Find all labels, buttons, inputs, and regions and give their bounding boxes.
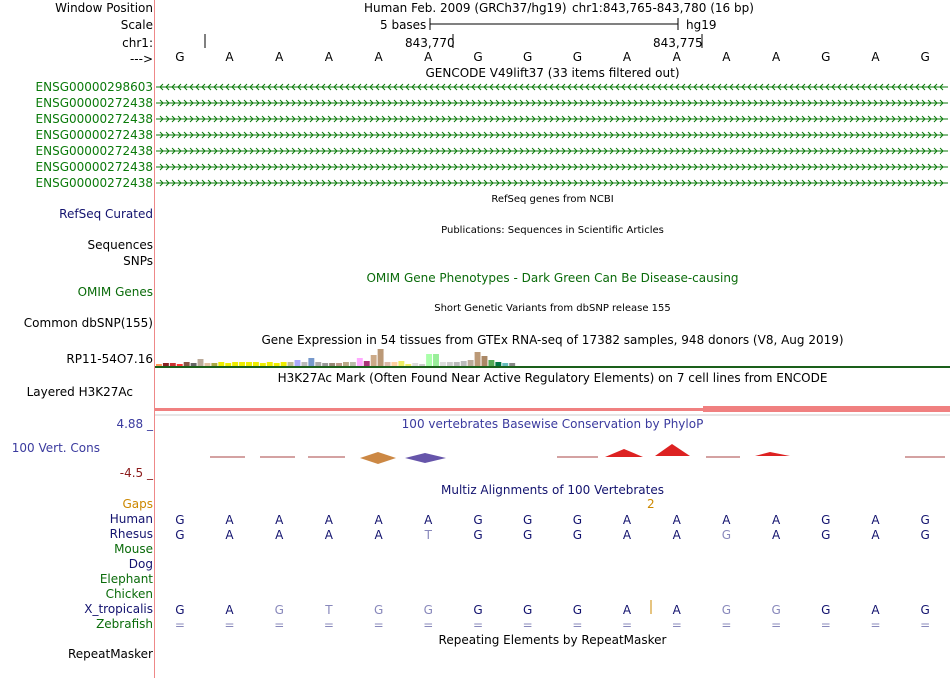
base-letter: G: [920, 50, 930, 64]
gtex-tissue-bar: [482, 356, 488, 366]
base-letter: A: [871, 50, 880, 64]
gtex-tissue-bar: [419, 364, 425, 366]
base-letter: A: [225, 50, 234, 64]
alignment-base: A: [225, 603, 234, 617]
gtex-tissue-bar: [308, 358, 314, 366]
base-letter: G: [473, 50, 483, 64]
gtex-tissue-bar: [204, 363, 210, 366]
gtex-tissue-bar: [246, 362, 252, 366]
alignment-base: A: [622, 528, 632, 542]
alignment-base: A: [672, 603, 681, 617]
phylop-logo-small-3: [755, 452, 790, 456]
alignment-base: A: [275, 528, 284, 542]
gencode-gene-label[interactable]: ENSG00000272438: [35, 128, 153, 142]
alignment-base: =: [671, 618, 682, 632]
alignment-base: G: [473, 603, 483, 617]
dbsnp-track-label[interactable]: Common dbSNP(155): [23, 316, 153, 330]
gtex-tissue-bar: [447, 362, 453, 366]
alignment-base: =: [274, 618, 285, 632]
chr-label: chr1:: [122, 36, 153, 50]
phylop-track-title: 100 vertebrates Basewise Conservation by PhyloP: [401, 417, 704, 431]
alignment-base: G: [473, 513, 483, 527]
alignment-base: A: [622, 513, 632, 527]
publications-label-snps[interactable]: SNPs: [123, 254, 153, 268]
gencode-gene-label[interactable]: ENSG00000272438: [35, 112, 153, 126]
alignment-base: G: [523, 603, 533, 617]
base-letter: A: [275, 50, 284, 64]
alignment-base: A: [871, 513, 880, 527]
scale-label: Scale: [120, 18, 153, 32]
gtex-tissue-bar: [301, 362, 307, 366]
alignment-base: A: [374, 528, 383, 542]
position-text: chr1:843,765-843,780 (16 bp): [572, 1, 754, 15]
gtex-tissue-bar: [211, 363, 217, 366]
gtex-tissue-bar: [461, 361, 467, 366]
gtex-tissue-bar: [322, 363, 328, 366]
base-letter: A: [722, 50, 731, 64]
h3k27ac-track-label[interactable]: Layered H3K27Ac: [26, 385, 133, 399]
base-letter: A: [374, 50, 383, 64]
gtex-tissue-bar: [253, 362, 259, 366]
alignment-base: A: [771, 513, 781, 527]
alignment-base: G: [175, 513, 185, 527]
repeatmasker-track-label[interactable]: RepeatMasker: [67, 647, 153, 661]
gtex-tissue-bar: [364, 361, 370, 366]
gtex-tissue-bar: [267, 362, 273, 366]
h3k27ac-signal-high: [703, 406, 950, 412]
species-label-chicken[interactable]: Chicken: [105, 587, 153, 601]
alignment-base: A: [424, 513, 433, 527]
gtex-tissue-bar: [378, 349, 384, 366]
gtex-tissue-bar: [343, 362, 349, 366]
repeatmasker-track-title: Repeating Elements by RepeatMasker: [438, 633, 667, 647]
gencode-gene-label[interactable]: ENSG00000272438: [35, 96, 153, 110]
gtex-tissue-bar: [184, 362, 190, 366]
species-label-human[interactable]: Human: [109, 512, 153, 526]
gencode-gene-label[interactable]: ENSG00000272438: [35, 160, 153, 174]
gtex-tissue-bar: [495, 362, 501, 366]
alignment-base: G: [771, 603, 781, 617]
alignment-base: G: [821, 603, 831, 617]
base-letter: A: [622, 50, 632, 64]
alignment-base: T: [325, 603, 333, 617]
refseq-track-title: RefSeq genes from NCBI: [491, 194, 614, 205]
position-tick-label-1: 843,770: [405, 36, 455, 50]
window-position-label: Window Position: [55, 1, 153, 15]
phylop-logo-a-1: [605, 449, 643, 457]
gtex-tissue-bar: [163, 363, 169, 366]
gtex-tissue-bar: [288, 362, 294, 366]
base-letter: G: [175, 50, 185, 64]
gaps-label: Gaps: [122, 497, 153, 511]
alignment-base: G: [721, 603, 732, 617]
alignment-base: G: [175, 603, 185, 617]
alignment-base: G: [821, 513, 831, 527]
alignment-base: G: [175, 528, 185, 542]
alignment-base: A: [225, 528, 234, 542]
alignment-base: =: [622, 618, 633, 632]
alignment-base: G: [920, 513, 930, 527]
alignment-base: A: [722, 513, 731, 527]
gtex-tissue-bar: [488, 360, 494, 366]
gtex-tissue-bar: [440, 362, 446, 366]
gap-count: 2: [647, 497, 655, 511]
alignment-base: A: [275, 513, 284, 527]
gtex-tissue-bar: [232, 362, 238, 366]
gtex-tissue-bar: [454, 362, 460, 366]
species-label-mouse[interactable]: Mouse: [114, 542, 153, 556]
alignment-base: =: [721, 618, 732, 632]
phylop-min-label: -4.5 _: [119, 466, 153, 480]
alignment-base: G: [274, 603, 284, 617]
gtex-tissue-bar: [336, 363, 342, 366]
gtex-tissue-bar: [274, 363, 280, 366]
gtex-tissue-bar: [468, 360, 474, 366]
gtex-tissue-bar: [502, 363, 508, 366]
gtex-tissue-bar: [315, 362, 321, 366]
gtex-tissue-bar: [191, 363, 197, 366]
gtex-tissue-bar: [218, 362, 224, 366]
base-letter: A: [672, 50, 681, 64]
gtex-tissue-bar: [281, 362, 287, 366]
gtex-tissue-bar: [405, 364, 411, 366]
alignment-base: G: [821, 528, 831, 542]
gtex-tissue-bar: [391, 362, 397, 366]
alignment-base: G: [523, 513, 533, 527]
scale-text: 5 bases: [380, 18, 427, 32]
multiz-track-title: Multiz Alignments of 100 Vertebrates: [440, 483, 665, 497]
gtex-tissue-bar: [509, 363, 515, 366]
alignment-base: A: [871, 603, 880, 617]
phylop-logo-small-2: [405, 453, 446, 463]
alignment-base: =: [522, 618, 533, 632]
base-letter: A: [424, 50, 433, 64]
gtex-tissue-bar: [170, 363, 176, 366]
gencode-gene-label[interactable]: ENSG00000298603: [35, 80, 153, 94]
alignment-base: =: [224, 618, 235, 632]
omim-track-label[interactable]: OMIM Genes: [77, 285, 153, 299]
strand-label: --->: [129, 52, 153, 66]
alignment-base: G: [920, 528, 930, 542]
alignment-base: G: [572, 513, 582, 527]
gtex-tissue-bar: [225, 363, 231, 366]
alignment-base: A: [324, 528, 334, 542]
refseq-track-label[interactable]: RefSeq Curated: [59, 207, 153, 221]
gtex-tissue-bar: [371, 355, 377, 366]
species-label-zebrafish[interactable]: Zebrafish: [96, 617, 153, 631]
alignment-base: A: [672, 513, 681, 527]
gtex-tissue-bar: [475, 352, 481, 366]
gencode-gene-label[interactable]: ENSG00000272438: [35, 176, 153, 190]
species-label-x-tropicalis[interactable]: X_tropicalis: [84, 602, 153, 616]
gtex-tissue-bar: [239, 362, 245, 366]
alignment-base: G: [523, 528, 533, 542]
alignment-base: G: [373, 603, 384, 617]
gtex-tissue-bar: [156, 364, 162, 366]
gencode-gene-label[interactable]: ENSG00000272438: [35, 144, 153, 158]
alignment-base: =: [373, 618, 384, 632]
gtex-track-title: Gene Expression in 54 tissues from GTEx RNA-seq of 17382 samples, 948 donors (V8, Aug 2019): [261, 333, 844, 347]
alignment-base: G: [572, 603, 582, 617]
position-tick-label-2: 843,775: [653, 36, 703, 50]
h3k27ac-track-title: H3K27Ac Mark (Often Found Near Active Regulatory Elements) on 7 cell lines from ENCODE: [277, 371, 828, 385]
base-letter: A: [324, 50, 334, 64]
base-letter: A: [771, 50, 781, 64]
alignment-base: =: [572, 618, 583, 632]
alignment-base: =: [771, 618, 782, 632]
h3k27ac-signal-low: [155, 408, 703, 411]
alignment-base: =: [820, 618, 831, 632]
species-label-rhesus[interactable]: Rhesus: [109, 527, 153, 541]
alignment-base: A: [374, 513, 383, 527]
publications-track-title: Publications: Sequences in Scientific Articles: [441, 225, 664, 236]
gtex-tissue-bar: [198, 359, 204, 366]
gtex-tissue-bar: [177, 364, 183, 366]
alignment-base: =: [870, 618, 881, 632]
alignment-base: T: [424, 528, 432, 542]
alignment-base: G: [920, 603, 930, 617]
phylop-logo-small-1: [360, 452, 396, 464]
alignment-base: A: [225, 513, 234, 527]
gtex-tissue-bar: [412, 363, 418, 366]
gtex-tissue-bar: [329, 363, 335, 366]
gtex-gene-label[interactable]: RP11-54O7.16: [66, 352, 153, 366]
base-letter: G: [572, 50, 582, 64]
scale-db: hg19: [686, 18, 717, 32]
gtex-tissue-bar: [260, 363, 266, 366]
alignment-base: A: [622, 603, 632, 617]
species-label-dog[interactable]: Dog: [128, 557, 153, 571]
alignment-base: G: [423, 603, 433, 617]
phylop-max-label: 4.88 _: [116, 417, 153, 431]
gtex-tissue-bar: [426, 354, 432, 366]
phylop-track-label[interactable]: 100 Vert. Cons: [11, 441, 100, 455]
gencode-track-title: GENCODE V49lift37 (33 items filtered out): [425, 66, 680, 80]
dbsnp-track-title: Short Genetic Variants from dbSNP release 155: [434, 303, 671, 314]
gtex-tissue-bar: [295, 360, 301, 366]
gtex-tissue-bar: [398, 361, 404, 366]
publications-label-sequences[interactable]: Sequences: [87, 238, 153, 252]
alignment-base: =: [174, 618, 185, 632]
alignment-base: =: [920, 618, 931, 632]
alignment-base: G: [721, 528, 732, 542]
phylop-logo-a-2: [655, 444, 690, 456]
alignment-base: A: [324, 513, 334, 527]
gtex-tissue-bar: [385, 362, 391, 366]
base-letter: G: [523, 50, 533, 64]
gtex-tissue-bar: [350, 362, 356, 366]
alignment-base: A: [771, 528, 781, 542]
alignment-base: A: [871, 528, 880, 542]
species-label-elephant[interactable]: Elephant: [99, 572, 153, 586]
alignment-base: G: [572, 528, 582, 542]
gtex-tissue-bar: [433, 354, 439, 366]
alignment-base: =: [472, 618, 483, 632]
gtex-tissue-bar: [357, 358, 363, 366]
alignment-base: A: [672, 528, 681, 542]
alignment-base: =: [423, 618, 434, 632]
alignment-base: G: [473, 528, 483, 542]
omim-track-title: OMIM Gene Phenotypes - Dark Green Can Be Disease-causing: [366, 271, 739, 285]
alignment-base: =: [323, 618, 334, 632]
base-letter: G: [821, 50, 831, 64]
assembly-name: Human Feb. 2009 (GRCh37/hg19): [364, 1, 567, 15]
